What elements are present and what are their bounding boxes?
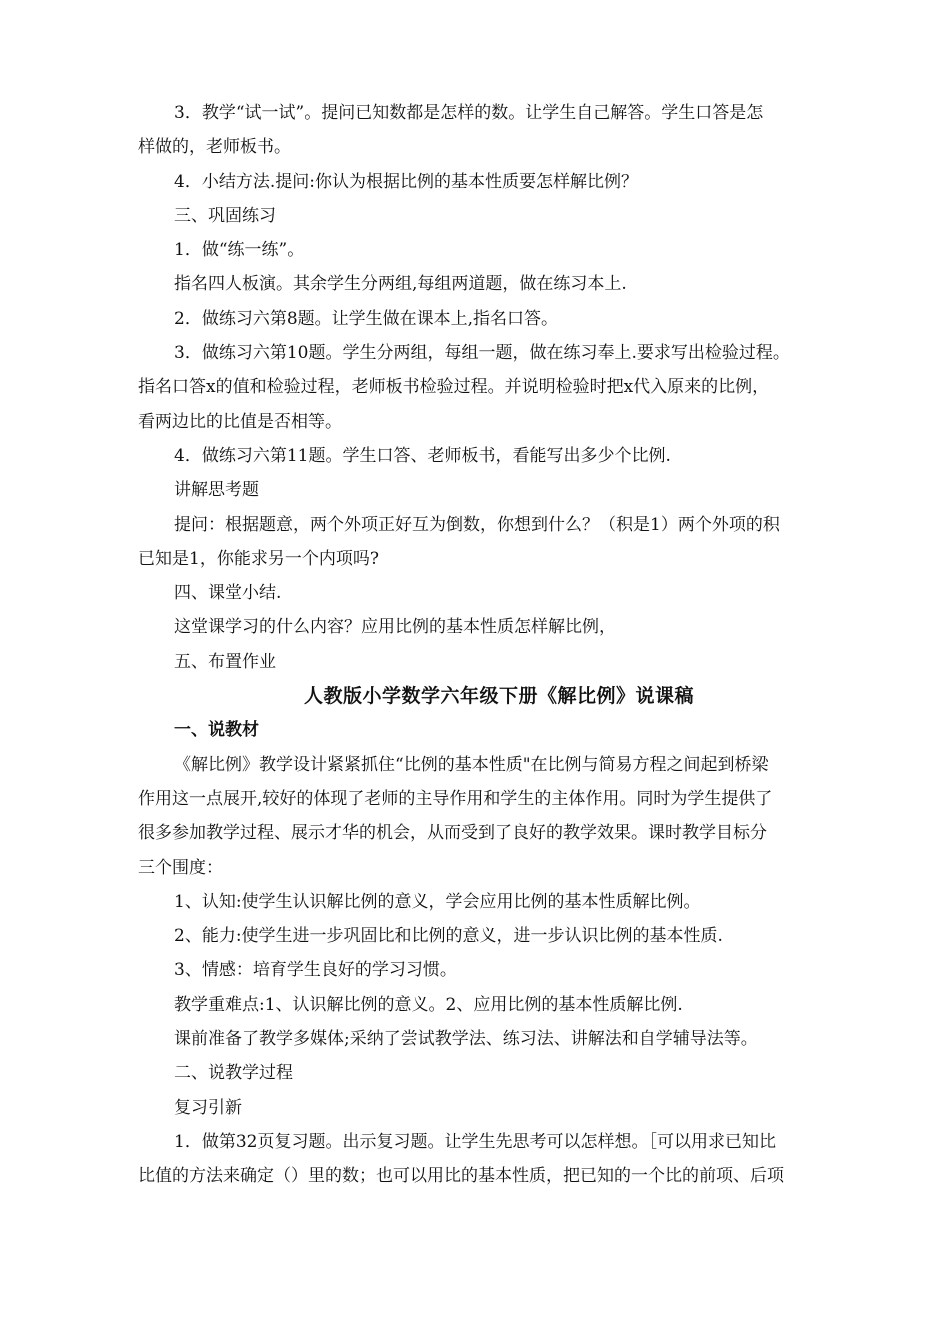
document-title: 人教版小学数学六年级下册《解比例》说课稿: [303, 685, 694, 708]
paragraph-line: 3、情感：培育学生良好的学习习惯。: [174, 960, 457, 981]
section-heading: 四、课堂小结.: [174, 583, 282, 604]
paragraph-line: 这堂课学习的什么内容？应用比例的基本性质怎样解比例，: [174, 617, 616, 638]
section-heading: 五、布置作业: [174, 651, 276, 672]
paragraph-line: 3．教学“试一试”。提问已知数都是怎样的数。让学生自己解答。学生口答是怎: [174, 103, 764, 123]
paragraph-line: 3．做练习六第10题。学生分两组，每组一题，做在练习奉上.要求写出检验过程。: [174, 343, 790, 364]
section-heading: 复习引新: [174, 1097, 242, 1118]
paragraph-line: 看两边比的比值是否相等。: [138, 411, 342, 432]
paragraph-line: 4．做练习六第11题。学生口答、老师板书，看能写出多少个比例.: [174, 445, 671, 466]
section-heading: 一、说教材: [174, 720, 259, 741]
paragraph-line: 指名四人板演。其余学生分两组,每组两道题，做在练习本上.: [174, 274, 627, 295]
paragraph-line: 1．做“练一练”。: [174, 240, 305, 261]
paragraph-line: 1．做第32页复习题。出示复习题。让学生先思考可以怎样想。［可以用求已知比: [174, 1131, 776, 1152]
paragraph-line: 2、能力:使学生进一步巩固比和比例的意义，进一步认识比例的基本性质.: [174, 926, 723, 947]
paragraph-line: 已知是1，你能求另一个内项吗?: [138, 548, 379, 569]
paragraph-line: 4．小结方法.提问:你认为根据比例的基本性质要怎样解比例？: [174, 171, 638, 192]
paragraph-line: 1、认知:使学生认识解比例的意义，学会应用比例的基本性质解比例。: [174, 891, 701, 912]
document-body: [138, 96, 860, 1194]
paragraph-line: 《解比例》教学设计紧紧抓住“比例的基本性质"在比例与简易方程之间起到桥梁: [174, 754, 769, 775]
section-heading: 三、巩固练习: [174, 205, 276, 226]
paragraph-line: 教学重难点:1、认识解比例的意义。2、应用比例的基本性质解比例.: [174, 994, 683, 1015]
paragraph-line: 作用这一点展开,较好的体现了老师的主导作用和学生的主体作用。同时为学生提供了: [138, 788, 773, 809]
paragraph-line: 三个围度：: [138, 857, 223, 878]
paragraph-line: 样做的，老师板书。: [138, 137, 291, 158]
paragraph-line: 指名口答x的值和检验过程，老师板书检验过程。并说明检验时把x代入原来的比例，: [138, 377, 770, 398]
section-heading: 讲解思考题: [174, 480, 259, 501]
paragraph-line: 比值的方法来确定（）里的数；也可以用比的基本性质，把已知的一个比的前项、后项: [138, 1166, 784, 1187]
paragraph-line: 2．做练习六第8题。让学生做在课本上,指名口答。: [174, 308, 559, 329]
paragraph-line: 很多参加教学过程、展示才华的机会，从而受到了良好的教学效果。课时教学目标分: [138, 823, 767, 844]
paragraph-line: 提问：根据题意，两个外项正好互为倒数，你想到什么？（积是1）两个外项的积: [174, 514, 780, 535]
section-heading: 二、说教学过程: [174, 1063, 293, 1084]
paragraph-line: 课前准备了教学多媒体;采纳了尝试教学法、练习法、讲解法和自学辅导法等。: [174, 1029, 758, 1050]
